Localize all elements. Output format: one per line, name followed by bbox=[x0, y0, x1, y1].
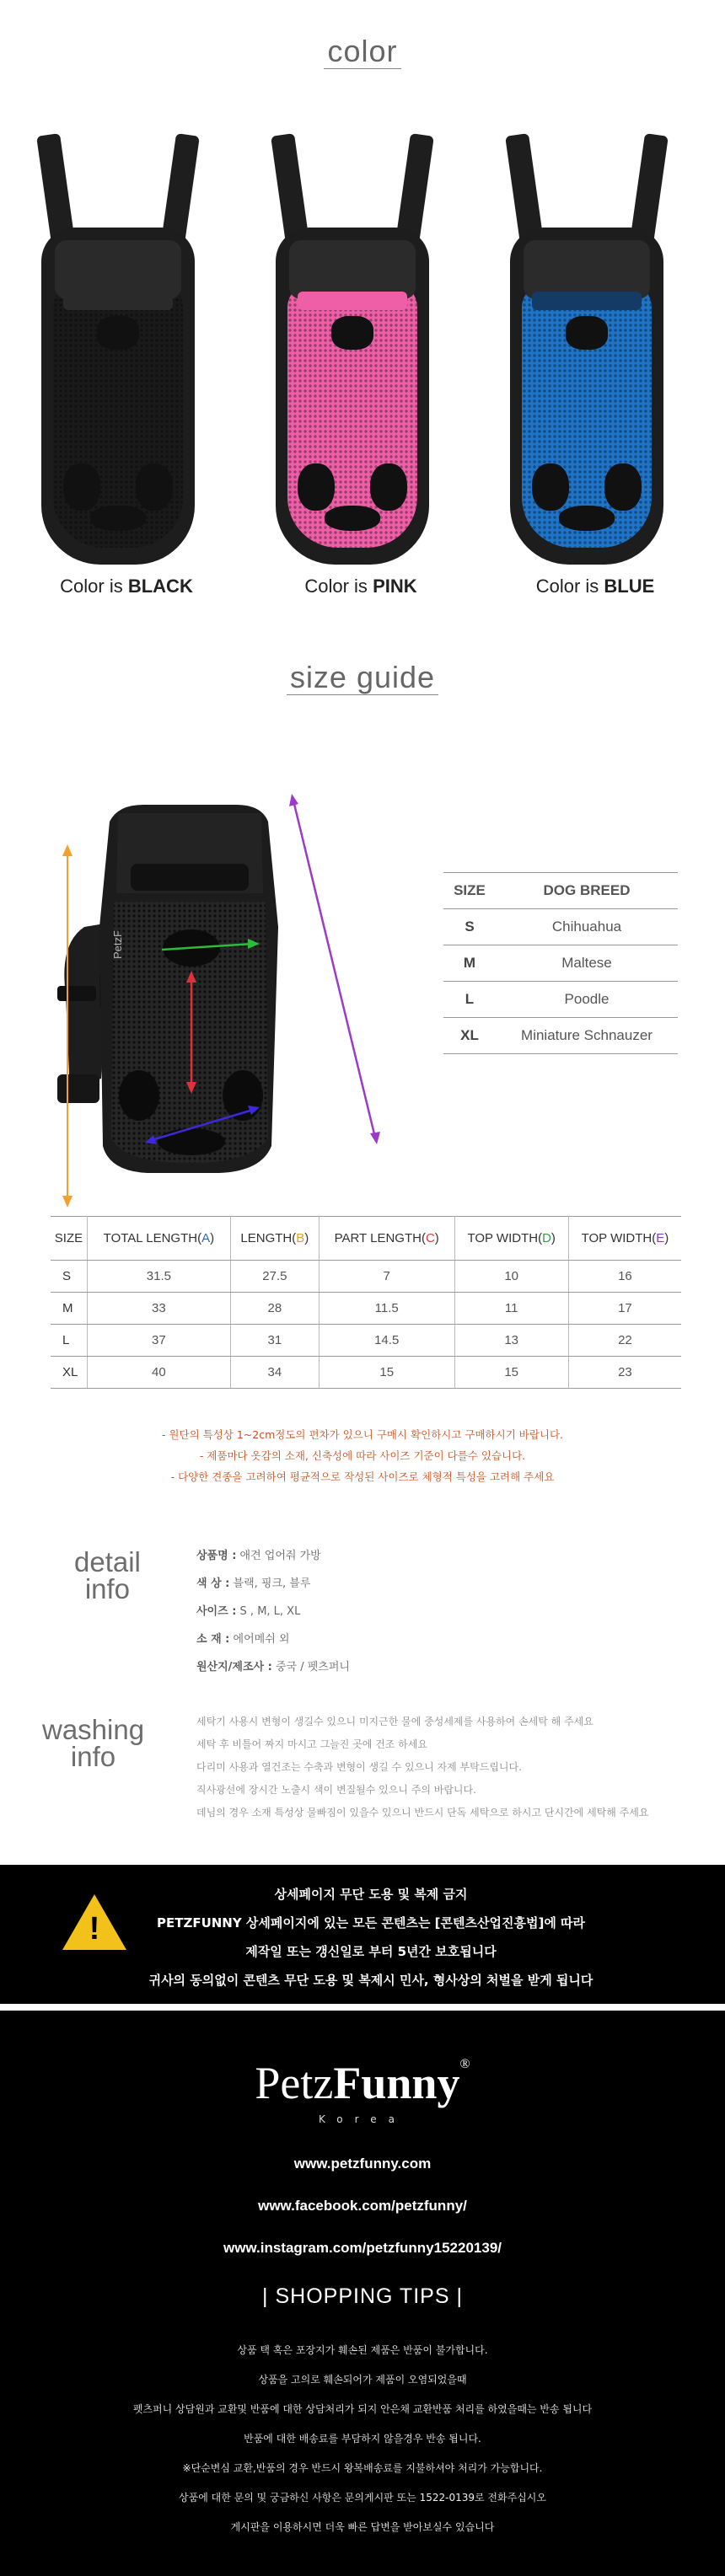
detail-value: S , M, L, XL bbox=[239, 1605, 301, 1618]
measurement-cell: 28 bbox=[230, 1293, 319, 1325]
breed-row bbox=[443, 909, 678, 945]
carrier-brand-label: PetzF bbox=[111, 930, 124, 959]
size-header-5: TOP WIDTH(E) bbox=[568, 1217, 681, 1261]
detail-value: 블랙, 핑크, 블루 bbox=[233, 1577, 311, 1590]
washing-line: 세탁기 사용시 변형이 생길수 있으니 미지근한 물에 중성세제를 사용하여 손세탁 해 주세요 bbox=[196, 1716, 593, 1727]
facebook-link[interactable]: www.facebook.com/petzfunny/ bbox=[258, 2198, 467, 2214]
measurement-cell: 22 bbox=[568, 1325, 681, 1357]
detail-label: 원산지/제조사 : bbox=[196, 1661, 272, 1674]
registered-mark: ® bbox=[459, 2057, 470, 2071]
measurement-cell: 10 bbox=[454, 1261, 568, 1293]
detail-info-list bbox=[196, 1542, 350, 1681]
washing-title-line: info bbox=[70, 1741, 116, 1772]
washing-title-line: washing bbox=[42, 1714, 145, 1745]
note-line: - 다양한 견종을 고려하여 평균적으로 작성된 사이즈로 체형적 특성을 고려해 주세요 bbox=[170, 1470, 555, 1483]
detail-label: 소 재 : bbox=[196, 1633, 230, 1646]
detail-row bbox=[196, 1653, 350, 1681]
carrier-image-black bbox=[30, 135, 207, 573]
detail-value: 에어메쉬 외 bbox=[233, 1633, 290, 1646]
measurement-cell: 40 bbox=[87, 1357, 230, 1389]
detail-value: 중국 / 펫츠퍼니 bbox=[275, 1661, 350, 1674]
breed-row bbox=[443, 1018, 678, 1054]
breed-header-size: SIZE bbox=[443, 873, 496, 909]
tip-line: 상품 택 혹은 포장지가 훼손된 제품은 반품이 불가합니다. bbox=[237, 2344, 488, 2356]
breed-header-breed: DOG BREED bbox=[496, 873, 678, 909]
measurement-cell: 37 bbox=[87, 1325, 230, 1357]
detail-title-line: info bbox=[84, 1573, 131, 1604]
measurement-cell: 33 bbox=[87, 1293, 230, 1325]
breed-size: M bbox=[443, 945, 496, 982]
color-caption-blue bbox=[477, 576, 713, 597]
dog-breed-table bbox=[443, 872, 678, 1054]
detail-row bbox=[196, 1542, 350, 1570]
size-guide-carrier-image bbox=[51, 742, 438, 1213]
size-row bbox=[51, 1261, 681, 1293]
size-header-4: TOP WIDTH(D) bbox=[454, 1217, 568, 1261]
detail-label: 사이즈 : bbox=[196, 1605, 237, 1618]
color-prefix: Color is bbox=[304, 576, 368, 597]
note-line: - 제품마다 옷감의 소재, 신축성에 따라 사이즈 기준이 다를수 있습니다. bbox=[199, 1449, 526, 1462]
measurement-cell: 11 bbox=[454, 1293, 568, 1325]
warning-exclamation: ! bbox=[89, 1911, 100, 1947]
warning-line: PETZFUNNY 상세페이지에 있는 모든 콘텐츠는 [콘텐츠산업진흥법]에 따라 bbox=[156, 1915, 586, 1931]
tip-line: 상품을 고의로 훼손되어가 제품이 오염되었을때 bbox=[258, 2374, 467, 2386]
size-cell: S bbox=[51, 1261, 87, 1293]
measurement-cell: 14.5 bbox=[319, 1325, 454, 1357]
tip-line: 펫츠퍼니 상담원과 교환및 반품에 대한 상담처리가 되지 안은채 교환반품 처리를 하였을때는 반송 됩니다 bbox=[132, 2403, 593, 2415]
breed-row bbox=[443, 982, 678, 1018]
size-cell: XL bbox=[51, 1357, 87, 1389]
measurement-cell: 17 bbox=[568, 1293, 681, 1325]
detail-value: 애견 업어줘 가방 bbox=[239, 1550, 321, 1562]
size-guide-title: size guide bbox=[0, 660, 725, 695]
color-section-title: color bbox=[0, 34, 725, 69]
instagram-link[interactable]: www.instagram.com/petzfunny15220139/ bbox=[223, 2240, 502, 2256]
website-link[interactable]: www.petzfunny.com bbox=[293, 2156, 432, 2172]
size-row bbox=[51, 1293, 681, 1325]
measurement-cell: 16 bbox=[568, 1261, 681, 1293]
warning-line: 제작일 또는 갱신일로 부터 5년간 보호됩니다 bbox=[245, 1944, 497, 1959]
size-cell: L bbox=[51, 1325, 87, 1357]
color-name: BLUE bbox=[604, 576, 655, 597]
brand-footer bbox=[0, 2011, 725, 2576]
tip-line: 반품에 대한 배송료를 부담하지 않을경우 반송 됩니다. bbox=[244, 2433, 481, 2445]
color-name: BLACK bbox=[127, 576, 193, 597]
washing-info-title bbox=[42, 1716, 144, 1770]
washing-line: 다리미 사용과 열건조는 수축과 변형이 생길 수 있으니 자제 부탁드립니다. bbox=[196, 1761, 522, 1773]
logo-subtitle: Korea bbox=[318, 2113, 407, 2125]
logo-part: Petz bbox=[255, 2058, 334, 2108]
carrier-image-pink bbox=[264, 135, 441, 573]
detail-row bbox=[196, 1570, 350, 1598]
warning-text bbox=[135, 1880, 607, 1995]
detail-label: 색 상 : bbox=[196, 1577, 230, 1590]
carrier-image-blue bbox=[498, 135, 675, 573]
breed-name: Chihuahua bbox=[496, 909, 678, 945]
measurement-cell: 23 bbox=[568, 1357, 681, 1389]
color-caption-black bbox=[8, 576, 244, 597]
breed-row bbox=[443, 945, 678, 982]
breed-size: XL bbox=[443, 1018, 496, 1054]
size-measurement-table bbox=[51, 1216, 681, 1389]
washing-line: 세탁 후 비틀어 짜지 마시고 그늘진 곳에 건조 하세요 bbox=[196, 1738, 427, 1750]
measurement-cell: 11.5 bbox=[319, 1293, 454, 1325]
color-name: PINK bbox=[373, 576, 417, 597]
size-header-0: SIZE bbox=[51, 1217, 87, 1261]
measurement-cell: 31.5 bbox=[87, 1261, 230, 1293]
washing-info-list bbox=[196, 1711, 648, 1824]
size-header-2: LENGTH(B) bbox=[230, 1217, 319, 1261]
detail-label: 상품명 : bbox=[196, 1550, 237, 1562]
size-table-header bbox=[51, 1217, 681, 1261]
size-cell: M bbox=[51, 1293, 87, 1325]
tip-line: ※단순변심 교환,반품의 경우 반드시 왕복배송료를 지불하셔야 처리가 가능합니다. bbox=[182, 2462, 543, 2474]
breed-size: L bbox=[443, 982, 496, 1018]
petzfunny-logo bbox=[0, 2057, 725, 2109]
detail-row bbox=[196, 1625, 350, 1653]
breed-size: S bbox=[443, 909, 496, 945]
measurement-cell: 15 bbox=[454, 1357, 568, 1389]
size-row bbox=[51, 1357, 681, 1389]
washing-line: 데님의 경우 소재 특성상 물빠짐이 있을수 있으니 반드시 단독 세탁으로 하시고 단시간에 세탁해 주세요 bbox=[196, 1807, 649, 1818]
warning-line: 귀사의 동의없이 콘텐츠 무단 도용 및 복제시 민사, 형사상의 처벌을 받게 됩니다 bbox=[148, 1973, 593, 1988]
logo-part: Funny bbox=[333, 2058, 460, 2108]
breed-name: Poodle bbox=[496, 982, 678, 1018]
measurement-cell: 7 bbox=[319, 1261, 454, 1293]
note-line: - 원단의 특성상 1~2cm정도의 편차가 있으니 구매시 확인하시고 구매하시기 바랍니다. bbox=[161, 1428, 564, 1441]
breed-name: Maltese bbox=[496, 945, 678, 982]
arrow-e bbox=[289, 794, 380, 1144]
size-notes bbox=[0, 1424, 725, 1487]
measurement-cell: 34 bbox=[230, 1357, 319, 1389]
footer-links bbox=[0, 2143, 725, 2269]
shopping-tips-list bbox=[0, 2336, 725, 2542]
washing-line: 직사광선에 장시간 노출시 색이 변질될수 있으니 주의 바랍니다. bbox=[196, 1784, 476, 1796]
size-header-3: PART LENGTH(C) bbox=[319, 1217, 454, 1261]
measurement-cell: 31 bbox=[230, 1325, 319, 1357]
size-header-1: TOTAL LENGTH(A) bbox=[87, 1217, 230, 1261]
color-caption-pink bbox=[243, 576, 479, 597]
shopping-tips-title: | SHOPPING TIPS | bbox=[262, 2284, 463, 2308]
detail-row bbox=[196, 1598, 350, 1625]
copyright-warning-banner bbox=[0, 1865, 725, 2004]
color-prefix: Color is bbox=[60, 576, 123, 597]
breed-table-header bbox=[443, 873, 678, 909]
measurement-cell: 27.5 bbox=[230, 1261, 319, 1293]
tip-line: 게시판을 이용하시면 더욱 빠른 답변을 받아보실수 있습니다 bbox=[230, 2521, 495, 2533]
detail-title-line: detail bbox=[74, 1546, 141, 1577]
detail-info-title bbox=[74, 1546, 141, 1604]
measurement-cell: 15 bbox=[319, 1357, 454, 1389]
size-row bbox=[51, 1325, 681, 1357]
breed-name: Miniature Schnauzer bbox=[496, 1018, 678, 1054]
measurement-cell: 13 bbox=[454, 1325, 568, 1357]
color-prefix: Color is bbox=[535, 576, 599, 597]
tip-line: 상품에 대한 문의 및 궁금하신 사항은 문의게시판 또는 1522-0139로 전화주십시오 bbox=[179, 2492, 546, 2504]
warning-line: 상세페이지 무단 도용 및 복제 금지 bbox=[274, 1887, 468, 1902]
